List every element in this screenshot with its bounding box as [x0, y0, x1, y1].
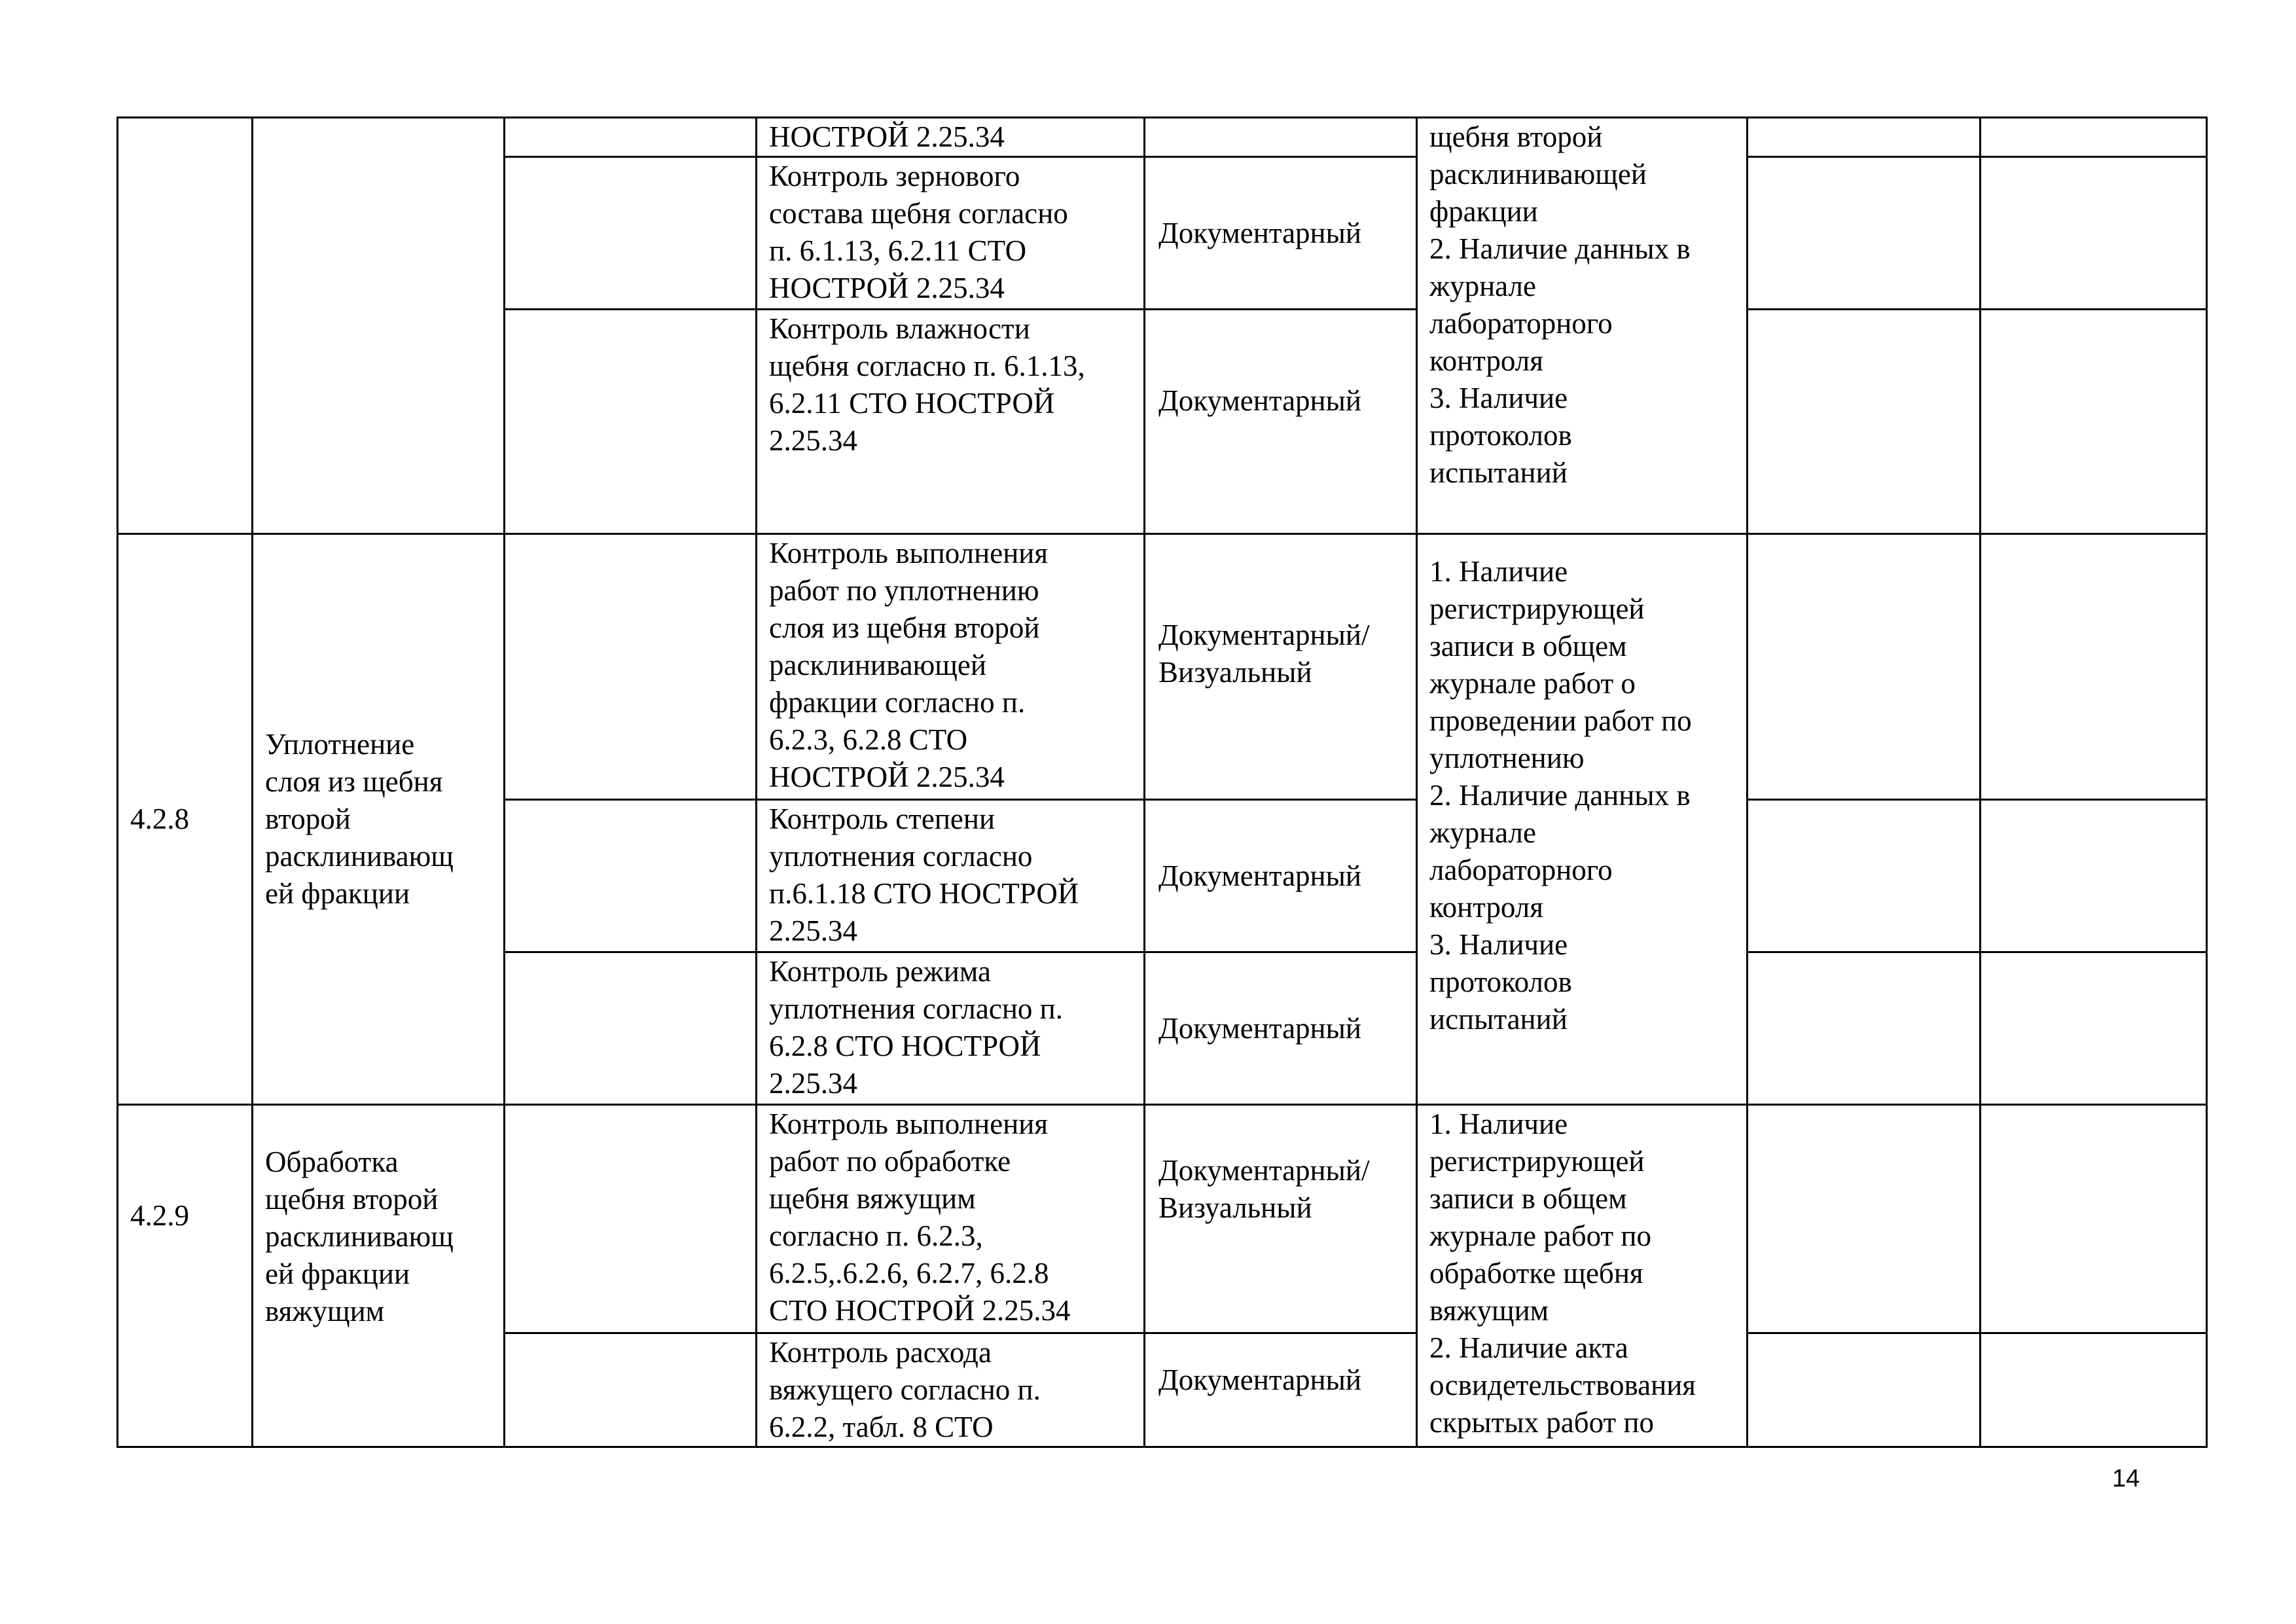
method-text: Документарный: [1158, 216, 1361, 249]
blank-cell: [505, 118, 757, 157]
stage-text: Обработка щебня второй расклинивающ ей фракции вяжущим: [265, 1145, 454, 1327]
blank-cell: [505, 952, 757, 1105]
method-cell: [1145, 118, 1417, 157]
work-text: Контроль выполнения работ по обработке щебня вяжущим согласно п. 6.2.3, 6.2.5,.6.2.6, 6.2.7, 6.2.8 СТО НОСТРОЙ 2.25.34: [769, 1108, 1071, 1327]
blank-cell: [1748, 310, 1981, 534]
method-text: Документарный: [1158, 1363, 1361, 1396]
stage-cell: [253, 1105, 505, 1447]
result-cell: [1417, 1105, 1748, 1447]
method-cell: [1145, 157, 1417, 310]
blank-cell: [505, 534, 757, 800]
work-text: Контроль расхода вяжущего согласно п. 6.2.2, табл. 8 СТО: [769, 1336, 1041, 1443]
blank-cell: [505, 1333, 757, 1447]
blank-cell: [1981, 952, 2207, 1105]
item-number: 4.2.9: [130, 1199, 189, 1232]
work-text: Контроль выполнения работ по уплотнению слоя из щебня второй расклинивающей фракции согласно п. 6.2.3, 6.2.8 СТО НОСТРОЙ 2.25.34: [769, 537, 1049, 793]
blank-cell: [505, 800, 757, 952]
table-row: [118, 534, 2207, 800]
work-cell: [757, 310, 1145, 534]
page-number: 14: [2112, 1465, 2140, 1492]
work-text: Контроль степени уплотнения согласно п.6.1.18 СТО НОСТРОЙ 2.25.34: [769, 803, 1079, 947]
blank-cell: [1981, 534, 2207, 800]
blank-cell: [1981, 1105, 2207, 1333]
blank-cell: [1748, 1333, 1981, 1447]
work-text: НОСТРОЙ 2.25.34: [769, 120, 1005, 153]
method-cell: [1145, 534, 1417, 800]
num-cell-empty: [118, 118, 253, 534]
result-text: щебня второй расклинивающей фракции 2. Наличие данных в журнале лабораторного контроля 3. Наличие протоколов испытаний: [1429, 120, 1691, 489]
stage-cell: [253, 534, 505, 1105]
work-cell: [757, 534, 1145, 800]
stage-text: Уплотнение слоя из щебня второй расклинивающ ей фракции: [265, 728, 454, 910]
work-cell: [757, 157, 1145, 310]
method-cell: [1145, 952, 1417, 1105]
work-text: Контроль влажности щебня согласно п. 6.1.13, 6.2.11 СТО НОСТРОЙ 2.25.34: [769, 312, 1085, 457]
result-text: 1. Наличие регистрирующей записи в общем журнале работ по обработке щебня вяжущим 2. Наличие акта освидетельствования скрытых работ по: [1429, 1108, 1696, 1439]
method-cell: [1145, 1105, 1417, 1333]
method-text: Документарный: [1158, 384, 1361, 417]
blank-cell: [1748, 157, 1981, 310]
blank-cell: [1981, 157, 2207, 310]
result-text: 1. Наличие регистрирующей записи в общем журнале работ о проведении работ по уплотнению 2. Наличие данных в журнале лабораторного контроля 3. Наличие протоколов испытаний: [1429, 555, 1692, 1036]
blank-cell: [1981, 310, 2207, 534]
result-cell: [1417, 118, 1748, 534]
blank-cell: [1748, 952, 1981, 1105]
work-cell: [757, 1333, 1145, 1447]
blank-cell: [1748, 1105, 1981, 1333]
work-cell: [757, 952, 1145, 1105]
work-cell: [757, 118, 1145, 157]
blank-cell: [1748, 534, 1981, 800]
work-text: Контроль зернового состава щебня согласно п. 6.1.13, 6.2.11 СТО НОСТРОЙ 2.25.34: [769, 160, 1068, 304]
method-text: Документарный/ Визуальный: [1158, 1154, 1370, 1224]
blank-cell: [505, 310, 757, 534]
work-cell: [757, 800, 1145, 952]
method-cell: [1145, 310, 1417, 534]
blank-cell: [1748, 118, 1981, 157]
method-text: Документарный/ Визуальный: [1158, 618, 1370, 689]
method-text: Документарный: [1158, 1011, 1361, 1045]
method-cell: [1145, 800, 1417, 952]
method-text: Документарный: [1158, 859, 1361, 892]
num-cell: [118, 1105, 253, 1447]
work-cell: [757, 1105, 1145, 1333]
blank-cell: [1981, 118, 2207, 157]
blank-cell: [1981, 1333, 2207, 1447]
result-cell: [1417, 534, 1748, 1105]
control-table: [117, 117, 2208, 1448]
table-row: [118, 1105, 2207, 1333]
stage-cell-empty: [253, 118, 505, 534]
num-cell: [118, 534, 253, 1105]
work-text: Контроль режима уплотнения согласно п. 6.2.8 СТО НОСТРОЙ 2.25.34: [769, 955, 1063, 1100]
method-cell: [1145, 1333, 1417, 1447]
item-number: 4.2.8: [130, 803, 189, 835]
table-row: [118, 118, 2207, 157]
blank-cell: [505, 1105, 757, 1333]
blank-cell: [1748, 800, 1981, 952]
blank-cell: [505, 157, 757, 310]
blank-cell: [1981, 800, 2207, 952]
